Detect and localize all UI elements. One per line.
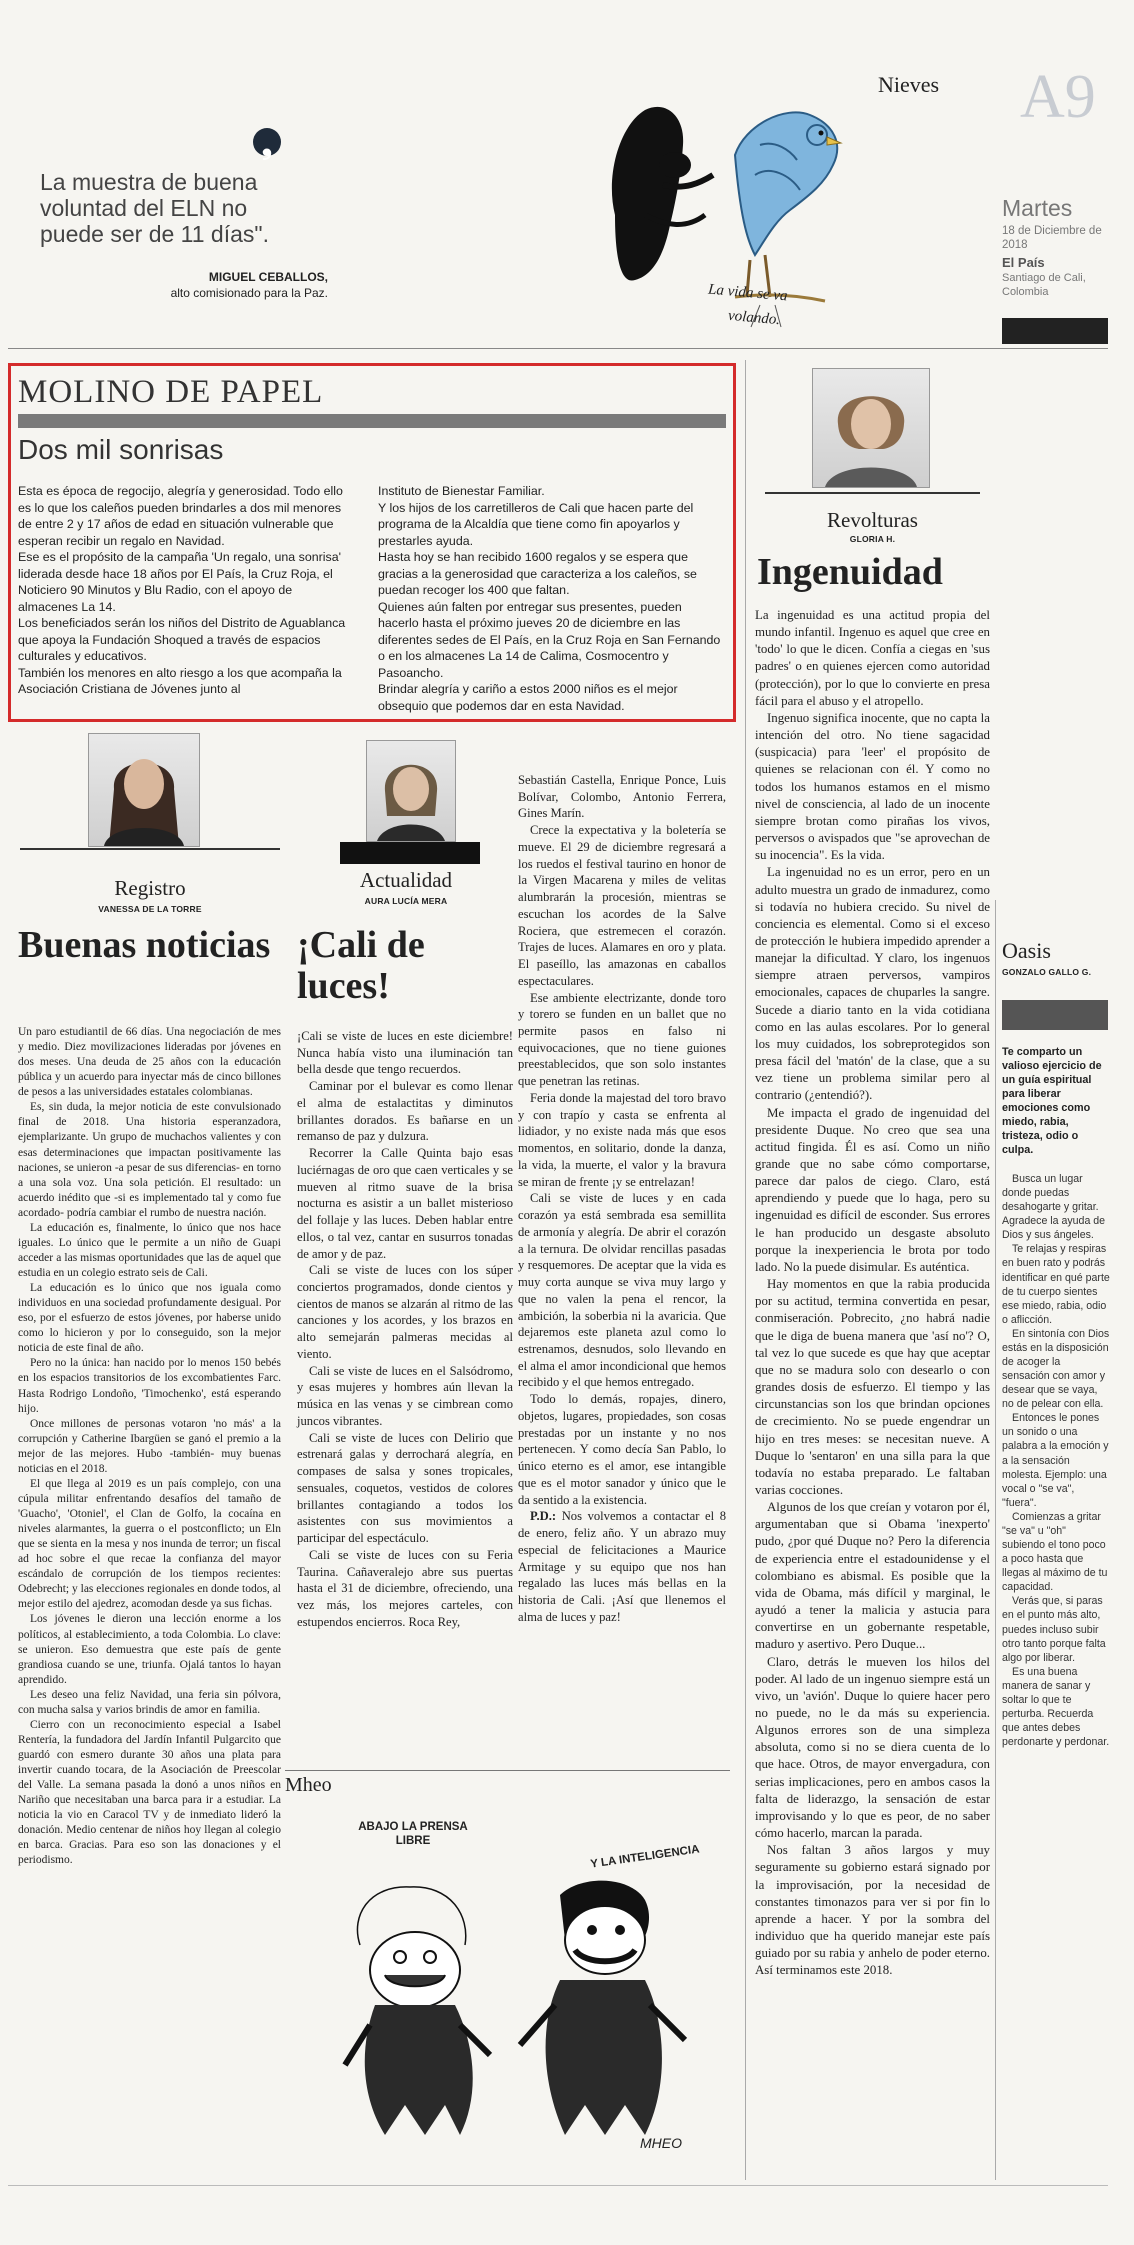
masthead-black-bar	[1002, 318, 1108, 344]
registro-body: Un paro estudiantil de 66 días. Una negociación de mes y medio. Diez movilizaciones lideradas por jóvenes en dos meses. Una deuda de 25 años con la educación pública y un acuerdo para inyectar más de cinco billones de pesos a las universidades estatales colombianas. Es, sin duda, la mejor noticia de este convulsionado final de 2018. Una historia esperanzadora, ejemplarizante. Un grupo de muchachos valientes y con esas determinaciones que impactan positivamente las naciones, se unieron -a pesar de sus diferencias- en torno a una sola voz. Una sola petición. El resultado: un acuerdo inédito que -si es implementado tal y como fue acordado- podría cambiar el rumbo de nuestra nación. La educación es, finalmente, lo único que nos hace iguales. Lo único que le permite a un niño de Guapi acceder a las mismas oportunidades que las de aquel que estudia en un colegio estrato seis de Cali. La educación es lo único que nos iguala como individuos en una sociedad profundamente desigual. Por eso, por el esfuerzo de estos jóvenes, por haberse unido como lo hicieron y por lo conseguido, son la mejor noticia de este final de año. Pero no la única: han nacido por lo menos 150 bebés en los espacios transitorios de los excombatientes Farc. Hasta Rodrigo Londoño, 'Timochenko', está esperando hijo. Once millones de personas votaron 'no más' a la corrupción y Catherine Ibargüen se ganó el premio a la mejor de las mejores. Hubo -también- muy buenas noticias en el 2018. El que llega al 2019 es un país complejo, con una cúpula militar enfrentando desafíos del tamaño de 'Guacho', 'Otoniel', el Clan de Golfo, la cocaína en niveles alarmantes, la guerra o el postconflicto; un Eln que se sienta en la mesa y nos inunda de terror; un fiscal ad hoc sobre el que recae la confianza del mayor escándalo de corrupción de los tiempos recientes: Odebrecht; y las elecciones regionales en donde todos, al mejor estilo del ajedrez, acomodan desde ya sus fichas. Los jóvenes le dieron una lección enorme a los políticos, al establecimiento, a toda Colombia. Lo clave: se unieron. Eso demuestra que este país de gente grandiosa cuando se une, triunfa. Ojalá tantos lo hayan aprendido. Les deseo una feliz Navidad, una feria sin pólvora, con mucha salsa y varios brindis de amor en familia. Cierro con un reconocimiento especial a Isabel Rentería, la fundadora del Jardín Infantil Pulgarcito que guardó con esmero durante 30 años una plata para invertir cuando tocara, de la Asociación de Preescolar del Valle. La semana pasada la donó a unos niños en Nariño que necesitaban una barca para ir a estudiar. La noticia la vio en Caracol TV y de inmediato lideró la donación. Medio centenar de niños hoy llegan al colegio en barca. Gracias. Para eso son las donaciones y el periodismo.	[18, 1026, 281, 1867]
page-date: 18 de Diciembre de 2018	[1002, 225, 1102, 252]
registro-section: Registro	[114, 876, 186, 900]
cartoon-caption-1: La vida se va	[707, 281, 789, 305]
oasis-lead: Te comparto un valioso ejercicio de un guía espiritual para liberar emociones como miedo, rabia, tristeza, odio o culpa.	[1002, 1046, 1102, 1157]
page-bottom-rule	[8, 2185, 1108, 2186]
molino-col-1: Esta es época de regocijo, alegría y generosidad. Todo ello es lo que los caleños pueden brindarles a dos mil menores de entre 2 y 17 años de edad en situación vulnerable que esperan recibir un regalo en Navidad. Ese es el propósito de la campaña 'Un regalo, una sonrisa' liderada desde hace 18 años por El País, la Cruz Roja, el Noticiero 90 Minutos y Blu Radio, con el apoyo de almacenes La 14. Los beneficiados serán los niños del Distrito de Aguablanca que apoya la Fundación Shoqued a través de espacios culturales y educativos. También los menores en alto riesgo a los que acompaña la Asociación Cristiana de Jóvenes junto al	[18, 484, 346, 696]
author-photo-revolturas-drawing	[813, 369, 929, 487]
oasis-section: Oasis	[1002, 938, 1051, 963]
actualidad-col-2: Sebastián Castella, Enrique Ponce, Luis Bolívar, Colombo, Antonio Ferrera, Gines Marín. Crece la expectativa y la boletería se mueve. El 29 de diciembre regresará a los ruedos el festival taurino en honor de la Virgen Macarena y miles de velitas alumbrarán la procesión, mientras se escuchan los acordes de la Salve Rociera, que estremecen el corazón. Trajes de luces. Alamares en oro y plata. El paseíllo, las amazonas en caballos espectaculares. Ese ambiente electrizante, donde toro y torero se funden en un ballet que no permite pasos en falso ni equivocaciones, que no tiene guiones preestablecidos, que son solo instantes que penetran las retinas. Feria donde la majestad del toro bravo y con trapío y casta se enfrenta al lidiador, y no existe nada más que esos momentos, en solitario, donde la danza, la vida, la muerte, el valor y la bravura se miran de frente ¡y se entrelazan! Cali se viste de luces y en cada corazón ya está sembrada esa semillita de armonía y alegría. De abrir el corazón a la ternura. De olvidar rencillas pasadas y resquemores. De aceptar que la vida es muy corta aunque se viva muy largo y que no valen la pena el rencor, la ambición, la soberbia ni la avaricia. Que dejaremos este planeta azul como lo estrenamos, desnudos, solo llevando en el alma el amor incondicional que hemos recibido y el que hemos entregado. Todo lo demás, ropajes, dinero, objetos, lugares, propiedades, son cosas prestadas por un instante y no nos pertenecen. Y como decía San Pablo, lo único eterno es el amor, ese intangible que es el motor sanador y único que le da sentido a la existencia. P.D.: Nos volvemos a contactar el 8 de enero, feliz año. Y un abrazo muy especial de felicitaciones a Maurice Armitage y su equipo que nos han regalado las luces más bellas en la historia de Cali. ¡Así que llenemos el alma de luces y paz!	[518, 773, 726, 1624]
author-photo-actualidad	[366, 740, 456, 842]
molino-headline: Dos mil sonrisas	[18, 434, 224, 465]
actualidad-section: Actualidad	[359, 868, 453, 892]
pull-quote-role: alto comisionado para la Paz.	[170, 286, 328, 300]
pull-quote-author: MIGUEL CEBALLOS,	[208, 270, 328, 284]
author-photo-revolturas	[812, 368, 930, 488]
mheo-bubble-left: ABAJO LA PRENSA LIBRE	[358, 1821, 468, 1848]
registro-author: VANESSA DE LA TORRE	[98, 904, 202, 914]
author-photo-actualidad-drawing	[367, 741, 455, 841]
oasis-body: Busca un lugar donde puedas desahogarte y gritar. Agradece la ayuda de Dios y sus ángeles. Te relajas y respiras en buen rato y podrás identificar en qué parte de tu cuerpo sientes ese miedo, rabia, odio o aflicción. En sintonía con Dios estás en la disposición de acoger la sensación con amor y desear que se vaya, no de pelear con ella. Entonces le pones un sonido o una palabra a la emoción y a la sensación molesta. Ejemplo: una vocal o "se va", "fuera". Comienzas a gritar "se va" u "oh" subiendo el tono poco a poco hasta que llegas al máximo de tu capacidad. Verás que, si paras en el punto más alto, puedes incluso subir otro tanto porque falta algo por liberar. Es una buena manera de sanar y soltar lo que te perturba. Recuerda que antes debes perdonarte y perdonar.	[1002, 1173, 1110, 1749]
revolturas-headline: Ingenuidad	[757, 551, 943, 593]
page-day: Martes	[1002, 195, 1073, 221]
mheo-bubble-right: Y LA INTELIGENCIA	[589, 1843, 701, 1871]
molino-gray-bar	[18, 414, 726, 428]
revolturas-section: Revolturas	[827, 508, 918, 532]
actualidad-author: AURA LUCÍA MERA	[364, 896, 448, 906]
paper-place: Santiago de Cali, Colombia	[1002, 272, 1086, 298]
revolturas-rule	[765, 492, 980, 494]
registro-rule	[20, 848, 280, 850]
mheo-section: Mheo	[285, 1774, 332, 1796]
page-number: A9	[1020, 63, 1096, 131]
oasis-gray-bar	[1002, 1000, 1108, 1030]
cartoon-caption-2: volando.	[727, 307, 781, 329]
section-name: Nieves	[878, 72, 940, 97]
actualidad-black-box	[340, 842, 480, 864]
paper-name: El País	[1002, 255, 1045, 270]
registro-headline: Buenas noticias	[18, 924, 271, 966]
revolturas-author: GLORIA H.	[849, 534, 896, 544]
quote-mark-icon: ❟	[253, 128, 281, 156]
revolturas-body: La ingenuidad es una actitud propia del mundo infantil. Ingenuo es aquel que cree en 'todo' lo que le dicen. Confía a ciegas en 'sus padres' o en quienes ejercen como autoridad (protección), por lo que lo convierte en presa fácil para el abuso y el atropello. Ingenuo significa inocente, que no capta la intención del otro. No tiene sagacidad (suspicacia) para 'leer' el propósito de quienes se relacionan con él. Y como no todos los humanos estamos en el mismo nivel de consciencia, al lado de un inocente siempre brotan como pirañas los vivos, perversos o avispados que "se aprovechan de su inocencia". Es la vida. La ingenuidad no es un error, pero en un adulto muestra un grado de inmadurez, como si todavía no hubiera crecido. Su nivel de conciencia es elemental. Como si el exceso de protección le hubiera impedido aprender a manejar la dificultad. Y claro, los ingenuos siempre atraen perversos, vampiros emocionales, capaces de chuparles la sangre. Sucede a diario tanto en la vida cotidiana como en las aulas escolares. Por lo general los muy cuidados, los sobreprotegidos son presa fácil del 'matón' de la clase, que a su vez tiene un problema similar pero al contrario (¿entendió?). Me impacta el grado de ingenuidad del presidente Duque. No creo que sea una actitud fingida. Él es así. Como un niño grande que no sabe cómo comportarse, parece dar palos de ciego. Claro, está aprendiendo y puede que lo haga, pero su ingenuidad es difícil de esconder. Sus errores le han producido un desgaste absoluto porque la inexperiencia le brota por todo lado. No la puede disimular. Es auténtica. Hay momentos en que la rabia producida por su actitud, termina convertida en pesar, conmiseración. Pobrecito, ¿no habrá nadie que le diga de buena manera que 'así no'? O, tal vez lo que sucede es que hay que aceptar que no se madura solo con desearlo o con grandes dosis de esfuerzo. El tiempo y las circunstancias son los que brindan opciones de crecimiento. No se puede engendrar un hijo en tres meses: se necesitan nueve. A Duque lo 'sentaron' en una silla para la que todavía no estaba preparado. Le faltaban varias cocciones. Algunos de los que creían y votaron por él, argumentaban que si Obama 'inexperto' pudo, ¿por qué Duque no? Pero la diferencia de experiencia entre el estadounidense y el colombiano es abismal. Es posible que la vida de Obama, más difícil y marginal, le ayudó a tener la malicia y astucia para convertirse en un gobernante respetable, maduro y asertivo. Pero Duque... Claro, detrás le mueven los hilos del poder. Al lado de un ingenuo siempre está un vivo, un 'avión'. Duque lo quiere hacer pero no puede, no le da más su experiencia. Algunos errores son de una simpleza absoluta, como si no se diera cuenta de lo que hace. Otros, de mayor envergadura, con serias implicaciones, pero en ambos casos la falta de liderazgo, la sensación de estar improvisando y lo que es peor, de no saber cómo hacerlo, marcan la parada. Nos faltan 3 años largos y muy seguramente su gobierno estará signado por la improvisación, por la necesidad de constantes timonazos para ver si por fin lo aprende a hacer. Y por la sombra del individuo que ha querido manejar este país guiado por su rabia y anhelo de poder eterno. Así terminamos este 2018.	[755, 608, 990, 1978]
molino-title: MOLINO DE PAPEL	[18, 374, 324, 410]
mheo-rule	[285, 1770, 730, 1771]
author-photo-registro	[88, 733, 200, 847]
oasis-author: GONZALO GALLO G.	[1002, 967, 1092, 977]
masthead-divider	[8, 348, 1108, 349]
column-divider	[745, 360, 746, 2180]
author-photo-registro-drawing	[89, 734, 199, 846]
actualidad-headline: ¡Cali de luces!	[297, 924, 425, 1008]
column-divider	[995, 900, 996, 2180]
mheo-signature: MHEO	[640, 2135, 682, 2151]
actualidad-col-1: ¡Cali se viste de luces en este diciembre! Nunca había visto una iluminación tan bella desde que tengo recuerdos. Caminar por el bulevar es como llenar el alma de estalactitas y diminutos brillantes dorados. Es bañarse en un remanso de paz y dulzura. Recorrer la Calle Quinta bajo esas luciérnagas de oro que caen verticales y se mueven al ritmo suave de la brisa nocturna es asistir a un ballet misterioso del follaje y las luces. Deben hablar entre ellos, o tal vez, cantar en susurros tonadas de amor y de paz. Cali se viste de luces con los súper conciertos programados, donde cientos y cientos de manos se alzarán al ritmo de las canciones y los acordes, y los brazos en alto semejarán palmeras mecidas al viento. Cali se viste de luces en el Salsódromo, y esas mujeres y hombres aún llevan la música en las venas y se cimbrean como juncos vibrantes. Cali se viste de luces con Delirio que estrenará galas y derrochará alegría, en compases de salsa y sones tropicales, sensuales, coquetos, vestidos de colores brillantes contagiando a todos los asistentes con sus movimientos a participar del espectáculo. Cali se viste de luces con su Feria Taurina. Cañaveralejo abre sus puertas hasta el 31 de diciembre, ofreciendo, una vez más, los mejores carteles, con estupendos encierros. Roca Rey,	[297, 1029, 513, 1629]
molino-col-2: Instituto de Bienestar Familiar. Y los hijos de los carretilleros de Cali que hacen parte del programa de la Alcaldía que tiene como fin apoyarlos y prestarles ayuda. Hasta hoy se han recibido 1600 regalos y se espera que gracias a la generosidad que caracteriza a los caleños, se puedan recoger los 400 que faltan. Quienes aún falten por entregar sus presentes, pueden hacerlo hasta el próximo jueves 20 de diciembre en las diferentes sedes de El País, en la Cruz Roja en San Fernando o en los almacenes La 14 de Calima, Cosmocentro y Pasoancho. Brindar alegría y cariño a estos 2000 niños es el mejor obsequio que podemos dar en esta Navidad.	[378, 484, 721, 713]
pull-quote-text: La muestra de buena voluntad del ELN no puede ser de 11 días".	[40, 169, 269, 247]
